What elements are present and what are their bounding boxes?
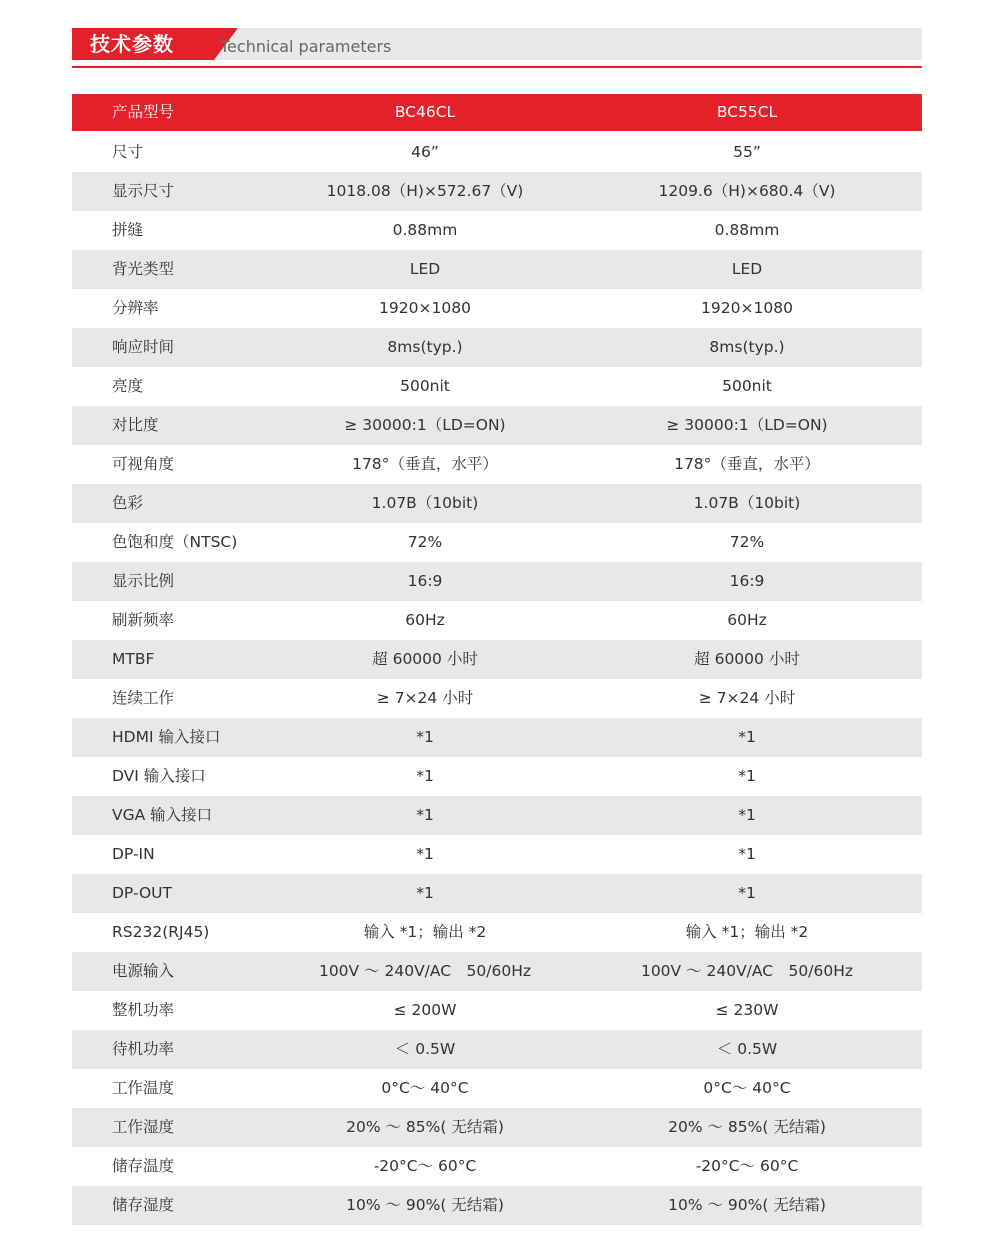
table-row xyxy=(72,640,922,679)
table-row xyxy=(72,1186,922,1225)
table-row xyxy=(72,1030,922,1069)
column-header-bc55cl: BC55CL xyxy=(716,103,778,121)
row-value-bc46cl: *1 xyxy=(416,806,434,824)
row-value-bc55cl: 0°C～ 40°C xyxy=(703,1079,791,1097)
row-label: 拼缝 xyxy=(112,221,144,239)
spec-table xyxy=(72,94,922,1225)
row-value-bc55cl: 1.07B（10bit) xyxy=(693,494,801,512)
row-label: 工作湿度 xyxy=(112,1118,175,1136)
row-value-bc46cl: 8ms(typ.) xyxy=(387,338,463,356)
row-value-bc55cl: ≤ 230W xyxy=(715,1001,779,1019)
row-value-bc46cl: 500nit xyxy=(400,377,450,395)
row-value-bc55cl: *1 xyxy=(738,845,756,863)
table-row xyxy=(72,484,922,523)
row-value-bc55cl: 72% xyxy=(729,533,765,551)
table-row xyxy=(72,523,922,562)
row-label: 整机功率 xyxy=(112,1001,175,1019)
row-value-bc55cl: 1920×1080 xyxy=(701,299,793,317)
row-value-bc46cl: 0.88mm xyxy=(392,221,458,239)
row-value-bc55cl: 178°（垂直，水平） xyxy=(674,455,820,473)
row-value-bc46cl: *1 xyxy=(416,728,434,746)
row-label: 连续工作 xyxy=(112,689,175,707)
table-row xyxy=(72,718,922,757)
row-value-bc55cl: ≥ 30000:1（LD=ON) xyxy=(666,416,828,434)
row-label: MTBF xyxy=(112,650,155,668)
table-row xyxy=(72,289,922,328)
row-value-bc46cl: 10% ～ 90%( 无结霜) xyxy=(346,1196,504,1214)
row-label: HDMI 输入接口 xyxy=(112,728,221,746)
table-row xyxy=(72,952,922,991)
row-value-bc55cl: 500nit xyxy=(722,377,772,395)
section-divider xyxy=(72,66,922,68)
row-label: 待机功率 xyxy=(112,1040,175,1058)
column-header-model: 产品型号 xyxy=(112,103,175,121)
row-label: 亮度 xyxy=(112,377,144,395)
table-row xyxy=(72,913,922,952)
row-value-bc46cl: 0°C～ 40°C xyxy=(381,1079,469,1097)
table-row xyxy=(72,601,922,640)
table-row xyxy=(72,406,922,445)
row-value-bc46cl: ≥ 30000:1（LD=ON) xyxy=(344,416,506,434)
row-label: 储存湿度 xyxy=(112,1196,175,1214)
row-label: 工作温度 xyxy=(112,1079,175,1097)
row-value-bc46cl: ≥ 7×24 小时 xyxy=(376,689,474,707)
section-title-tab xyxy=(72,28,214,60)
table-row xyxy=(72,1108,922,1147)
row-value-bc46cl: 输入 *1；输出 *2 xyxy=(363,923,487,941)
row-value-bc46cl: 1920×1080 xyxy=(379,299,471,317)
row-value-bc46cl: 72% xyxy=(407,533,443,551)
table-row xyxy=(72,445,922,484)
row-label: 响应时间 xyxy=(112,338,175,356)
table-row xyxy=(72,250,922,289)
row-value-bc46cl: *1 xyxy=(416,884,434,902)
row-value-bc55cl: 100V ～ 240V/AC 50/60Hz xyxy=(640,962,854,980)
row-value-bc55cl: ≥ 7×24 小时 xyxy=(698,689,796,707)
row-value-bc46cl: 1018.08（H)×572.67（V) xyxy=(326,182,524,200)
row-value-bc55cl: 10% ～ 90%( 无结霜) xyxy=(668,1196,826,1214)
row-value-bc55cl: 55” xyxy=(733,143,761,161)
table-row xyxy=(72,172,922,211)
row-value-bc55cl: *1 xyxy=(738,884,756,902)
table-row xyxy=(72,679,922,718)
row-label: VGA 输入接口 xyxy=(112,806,213,824)
section-header xyxy=(72,28,922,60)
row-value-bc55cl: 20% ～ 85%( 无结霜) xyxy=(668,1118,826,1136)
row-label: 电源输入 xyxy=(112,962,175,980)
row-label: 可视角度 xyxy=(112,455,175,473)
row-label: 对比度 xyxy=(112,416,159,434)
row-value-bc46cl: 1.07B（10bit) xyxy=(371,494,479,512)
row-label: DP-IN xyxy=(112,845,155,863)
row-value-bc55cl: ＜ 0.5W xyxy=(716,1040,778,1058)
row-value-bc55cl: -20°C～ 60°C xyxy=(695,1157,799,1175)
section-title: 技术参数 xyxy=(90,32,174,56)
row-label: 色饱和度（NTSC) xyxy=(112,533,238,551)
row-value-bc46cl: 60Hz xyxy=(405,611,445,629)
table-row xyxy=(72,562,922,601)
row-value-bc55cl: 60Hz xyxy=(727,611,767,629)
row-label: 显示比例 xyxy=(112,572,175,590)
row-value-bc46cl: *1 xyxy=(416,767,434,785)
row-value-bc46cl: 16:9 xyxy=(407,572,443,590)
row-value-bc46cl: ≤ 200W xyxy=(393,1001,457,1019)
row-value-bc55cl: 超 60000 小时 xyxy=(694,650,800,668)
row-value-bc46cl: 100V ～ 240V/AC 50/60Hz xyxy=(318,962,532,980)
section-subtitle: Technical parameters xyxy=(220,37,392,56)
row-value-bc55cl: *1 xyxy=(738,767,756,785)
row-label: 储存温度 xyxy=(112,1157,175,1175)
table-row xyxy=(72,796,922,835)
row-label: 分辨率 xyxy=(112,299,159,317)
row-label: RS232(RJ45) xyxy=(112,923,210,941)
row-value-bc46cl: LED xyxy=(409,260,441,278)
table-row xyxy=(72,211,922,250)
row-label: 尺寸 xyxy=(112,143,144,161)
table-header-row xyxy=(72,94,922,131)
table-row xyxy=(72,874,922,913)
row-value-bc55cl: 0.88mm xyxy=(714,221,780,239)
table-row xyxy=(72,991,922,1030)
row-label: 刷新频率 xyxy=(112,611,175,629)
row-value-bc46cl: 178°（垂直，水平） xyxy=(352,455,498,473)
row-value-bc46cl: *1 xyxy=(416,845,434,863)
row-value-bc46cl: ＜ 0.5W xyxy=(394,1040,456,1058)
row-label: 背光类型 xyxy=(112,260,175,278)
table-row xyxy=(72,1069,922,1108)
row-value-bc55cl: 8ms(typ.) xyxy=(709,338,785,356)
row-value-bc46cl: -20°C～ 60°C xyxy=(373,1157,477,1175)
table-row xyxy=(72,133,922,172)
row-value-bc46cl: 20% ～ 85%( 无结霜) xyxy=(346,1118,504,1136)
row-value-bc55cl: LED xyxy=(731,260,763,278)
row-value-bc55cl: *1 xyxy=(738,728,756,746)
row-value-bc55cl: 1209.6（H)×680.4（V) xyxy=(658,182,836,200)
row-value-bc46cl: 46” xyxy=(411,143,439,161)
row-value-bc55cl: 输入 *1；输出 *2 xyxy=(685,923,809,941)
table-row xyxy=(72,367,922,406)
table-row xyxy=(72,835,922,874)
column-header-bc46cl: BC46CL xyxy=(394,103,456,121)
table-row xyxy=(72,1147,922,1186)
row-value-bc55cl: *1 xyxy=(738,806,756,824)
row-value-bc46cl: 超 60000 小时 xyxy=(372,650,478,668)
table-row xyxy=(72,328,922,367)
row-value-bc55cl: 16:9 xyxy=(729,572,765,590)
row-label: DVI 输入接口 xyxy=(112,767,206,785)
row-label: 显示尺寸 xyxy=(112,182,175,200)
row-label: DP-OUT xyxy=(112,884,172,902)
table-row xyxy=(72,757,922,796)
row-label: 色彩 xyxy=(112,494,144,512)
